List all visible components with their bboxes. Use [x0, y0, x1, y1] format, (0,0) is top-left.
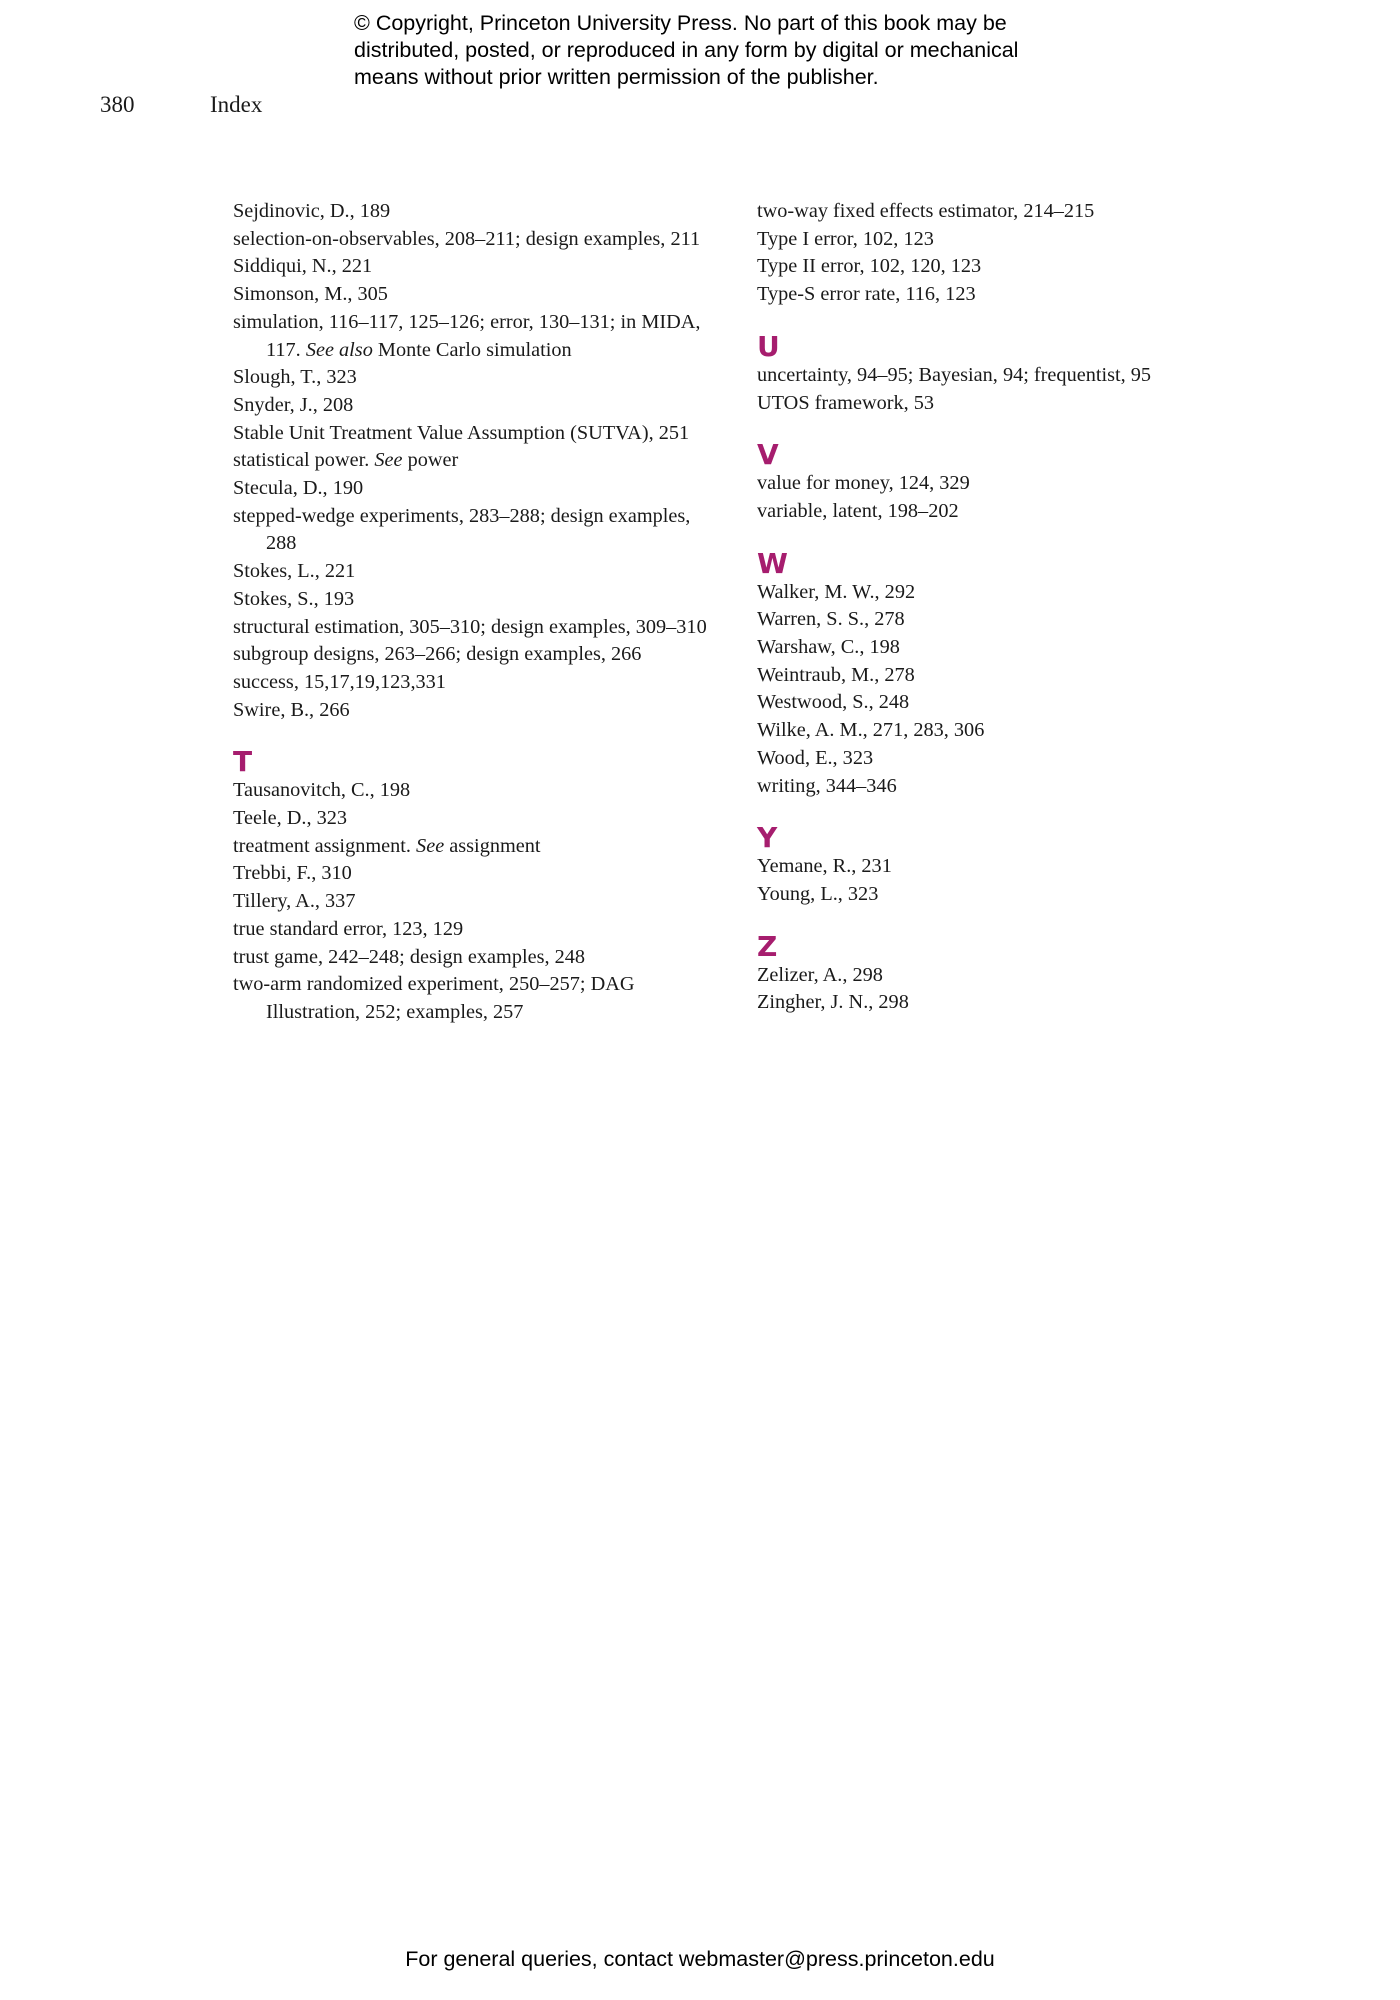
page-number: 380: [100, 92, 135, 117]
index-entry-simulation: [233, 309, 723, 364]
index-column-right: [757, 198, 1257, 1017]
index-entry: structural estimation, 305–310; design examples, 309–310: [233, 615, 707, 638]
letter-heading: W: [757, 546, 788, 580]
index-entry: Yemane, R., 231: [757, 855, 892, 878]
index-entry: Stokes, S., 193: [233, 587, 355, 610]
letter-heading: V: [757, 438, 779, 472]
index-entry: Tausanovitch, C., 198: [233, 779, 411, 802]
index-entry: Warshaw, C., 198: [757, 636, 900, 659]
index-entry: true standard error, 123, 129: [233, 917, 464, 940]
copyright-notice: [354, 10, 1114, 91]
index-entry: two-arm randomized experiment, 250–257; DAG Illustration, 252; examples, 257: [233, 973, 635, 1023]
index-entry: Stecula, D., 190: [233, 477, 364, 500]
copyright-line: distributed, posted, or reproduced in any form by digital or mechanical: [354, 38, 1019, 62]
letter-heading: U: [757, 329, 780, 363]
cross-reference: See: [416, 834, 445, 857]
cross-reference: See also: [305, 338, 373, 361]
index-entry: value for money, 124, 329: [757, 472, 970, 495]
letter-heading: Y: [757, 821, 778, 855]
index-entry: Siddiqui, N., 221: [233, 255, 373, 278]
footer-text: For general queries, contact webmaster@press.princeton.edu: [405, 1947, 995, 1971]
index-entry: trust game, 242–248; design examples, 248: [233, 945, 586, 968]
entry-group: [757, 362, 1257, 417]
index-entry: Type II error, 102, 120, 123: [757, 255, 982, 278]
index-entry: Slough, T., 323: [233, 366, 357, 389]
index-entry: Swire, B., 266: [233, 698, 350, 721]
running-head: [100, 92, 262, 118]
index-entry: subgroup designs, 263–266; design examples, 266: [233, 643, 642, 666]
index-entry: Trebbi, F., 310: [233, 862, 352, 885]
index-column-left: [233, 198, 723, 1027]
index-entry: Wilke, A. M., 271, 283, 306: [757, 719, 985, 742]
index-entry: Tillery, A., 337: [233, 890, 356, 913]
index-entry: Wood, E., 323: [757, 746, 874, 769]
entry-group: [757, 470, 1257, 525]
index-entry: Warren, S. S., 278: [757, 608, 905, 631]
entry-text: statistical power.: [233, 449, 375, 472]
index-entry: Zingher, J. N., 298: [757, 991, 909, 1014]
index-entry: success, 15,17,19,123,331: [233, 670, 446, 693]
index-entry: Type-S error rate, 116, 123: [757, 283, 976, 306]
entry-text: treatment assignment.: [233, 834, 417, 857]
index-entry: Snyder, J., 208: [233, 393, 354, 416]
index-entry: variable, latent, 198–202: [757, 499, 959, 522]
entry-group: [757, 962, 1257, 1017]
copyright-line: means without prior written permission of the publisher.: [354, 65, 879, 89]
index-entry-statistical-power: [233, 447, 723, 475]
entry-text: assignment: [444, 834, 541, 857]
index-entry: writing, 344–346: [757, 774, 897, 797]
entry-group: [233, 198, 723, 309]
index-entry: selection-on-observables, 208–211; design examples, 211: [233, 227, 701, 250]
index-entry: Type I error, 102, 123: [757, 227, 934, 250]
entry-text: Monte Carlo simulation: [372, 338, 572, 361]
entry-group: [757, 579, 1257, 801]
index-entry: Teele, D., 323: [233, 807, 348, 830]
index-entry: stepped-wedge experiments, 283–288; design examples, 288: [233, 504, 691, 555]
index-entry: Simonson, M., 305: [233, 283, 388, 306]
entry-text: simulation, 116–117, 125–126; error, 130–131; in MIDA, 117.: [233, 310, 701, 361]
index-entry: Young, L., 323: [757, 882, 879, 905]
entry-group: [233, 777, 723, 832]
copyright-line: © Copyright, Princeton University Press. No part of this book may be: [354, 11, 1007, 35]
index-entry: Stable Unit Treatment Value Assumption (SUTVA), 251: [233, 421, 690, 444]
entry-group: [233, 475, 723, 724]
entry-group: [233, 860, 723, 1026]
index-entry: uncertainty, 94–95; Bayesian, 94; frequentist, 95: [757, 363, 1152, 386]
index-entry-treatment-assignment: [233, 833, 723, 861]
cross-reference: See: [374, 449, 403, 472]
entry-group: [757, 198, 1257, 309]
letter-heading: Z: [757, 929, 778, 963]
letter-heading: T: [233, 745, 253, 779]
index-entry: Sejdinovic, D., 189: [233, 200, 391, 222]
entry-text: power: [402, 449, 459, 472]
index-entry: Walker, M. W., 292: [757, 580, 916, 603]
index-entry: Stokes, L., 221: [233, 560, 356, 583]
section-title: Index: [210, 92, 263, 117]
index-entry: Westwood, S., 248: [757, 691, 910, 714]
index-entry: Zelizer, A., 298: [757, 963, 883, 986]
index-entry: two-way fixed effects estimator, 214–215: [757, 200, 1095, 222]
entry-group: [233, 364, 723, 447]
index-entry: UTOS framework, 53: [757, 391, 935, 414]
footer-contact: [0, 1947, 1400, 1972]
entry-group: [757, 853, 1257, 908]
index-entry: Weintraub, M., 278: [757, 663, 915, 686]
